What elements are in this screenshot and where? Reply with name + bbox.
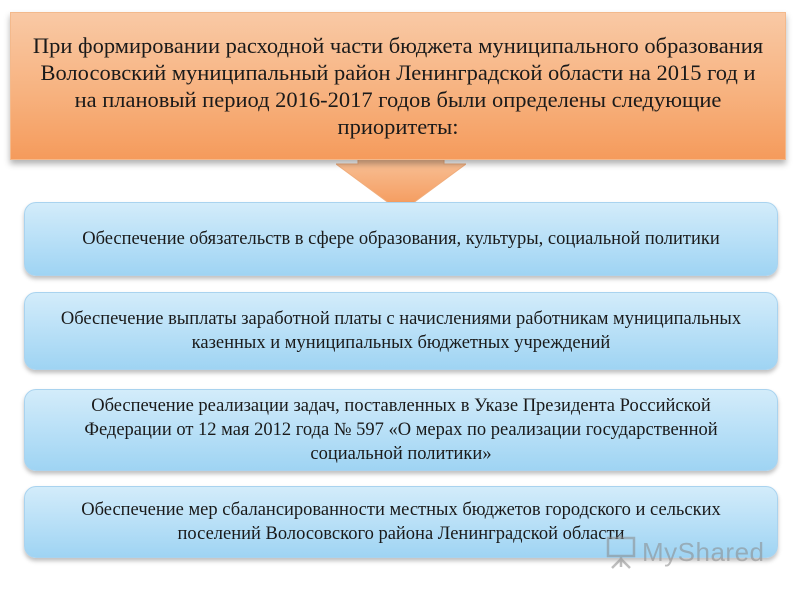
priority-box-education — [24, 202, 778, 276]
priority-text: Обеспечение обязательств в сфере образования, культуры, социальной политики — [82, 229, 720, 249]
priority-text: Обеспечение реализации задач, поставленных в Указе Президента Российской Федерации от 12 мая 2012 года № 597 «О мерах по реализации государственной социальной политики» — [84, 396, 718, 464]
priority-text: Обеспечение выплаты заработной платы с начислениями работникам муниципальных казенных и муниципальных бюджетных учреждений — [60, 309, 742, 353]
priority-box-decree — [24, 389, 778, 471]
watermark-text: MyShared — [642, 536, 765, 567]
priority-text: Обеспечение мер сбалансированности местных бюджетов городского и сельских поселений Волосовского района Ленинградской области — [81, 500, 721, 544]
priority-box-salary — [24, 292, 778, 370]
header-box — [10, 12, 786, 160]
presentation-board-icon — [606, 535, 636, 569]
watermark-logo — [606, 532, 765, 572]
header-text: При формировании расходной части бюджета муниципального образования Волосовский муниципальный район Ленинградской области на 2015 год и на плановый период 2016-2017 годов были определены следующие приоритеты: — [32, 33, 764, 139]
